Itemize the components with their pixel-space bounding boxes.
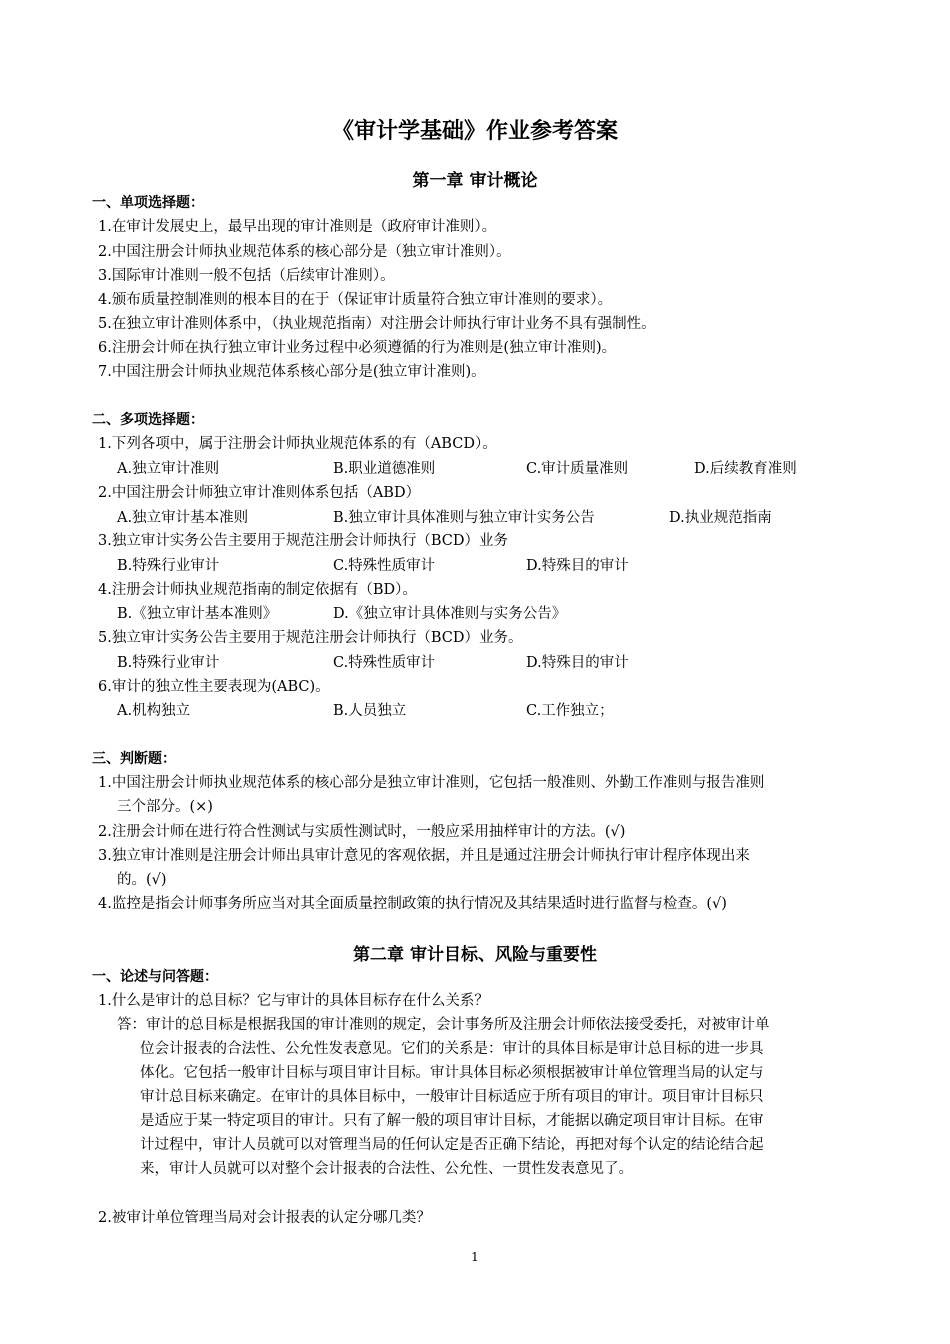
page-number: 1 [471,1250,479,1264]
single-choice-item-4: 4.颁布质量控制准则的根本目的在于（保证审计质量符合独立审计准则的要求）。 [98,292,613,308]
essay-answer-1-line-4: 审计总目标来确定。在审计的具体目标中，一般审计目标适应于所有项目的审计。项目审计目标只 [140,1089,764,1105]
document-title: 《审计学基础》作业参考答案 [331,119,618,144]
multi-choice-q1-option-b: B.职业道德准则 [333,461,436,477]
essay-answer-1-line-6: 计过程中，审计人员就可以对管理当局的任何认定是否正确下结论，再把对每个认定的结论结合起 [140,1137,764,1153]
essay-answer-1-line-7: 来，审计人员就可以对整个会计报表的合法性、公允性、一贯性发表意见了。 [140,1161,633,1177]
multi-choice-question-6: 6.审计的独立性主要表现为(ABC)。 [98,679,330,695]
single-choice-item-5: 5.在独立审计准则体系中，（执业规范指南）对注册会计师执行审计业务不具有强制性。 [98,316,656,332]
multi-choice-q6-option-b: B.人员独立 [333,703,407,719]
multi-choice-q4-option-b: B.《独立审计基本准则》 [117,606,278,622]
single-choice-item-3: 3.国际审计准则一般不包括（后续审计准则）。 [98,268,395,284]
section-heading-essay: 一、论述与问答题： [92,969,218,985]
multi-choice-question-2: 2.中国注册会计师独立审计准则体系包括（ABD） [98,485,421,501]
multi-choice-q5-option-c: C.特殊性质审计 [333,655,436,671]
essay-answer-1-line-5: 是适应于某一特定项目的审计。只有了解一般的项目审计目标，才能据以确定项目审计目标。在审 [140,1113,764,1129]
section-heading-multiple-choice: 二、多项选择题： [92,412,204,428]
true-false-item-3-cont: 的。(√) [117,872,167,888]
multi-choice-q6-option-c: C.工作独立； [526,703,614,719]
multi-choice-q6-option-a: A.机构独立 [117,703,191,719]
multi-choice-q2-option-d: D.执业规范指南 [669,510,772,526]
multi-choice-q4-option-d: D.《独立审计具体准则与实务公告》 [333,606,567,622]
single-choice-item-7: 7.中国注册会计师执业规范体系核心部分是(独立审计准则)。 [98,364,486,380]
multi-choice-question-3: 3.独立审计实务公告主要用于规范注册会计师执行（BCD）业务 [98,533,508,549]
essay-question-1: 1.什么是审计的总目标？它与审计的具体目标存在什么关系？ [98,993,489,1009]
true-false-item-1-cont: 三个部分。(×) [117,799,213,815]
single-choice-item-1: 1.在审计发展史上，最早出现的审计准则是（政府审计准则）。 [98,219,497,235]
multi-choice-q5-option-b: B.特殊行业审计 [117,655,220,671]
multi-choice-q3-option-c: C.特殊性质审计 [333,558,436,574]
true-false-item-2: 2.注册会计师在进行符合性测试与实质性测试时，一般应采用抽样审计的方法。(√) [98,824,626,840]
true-false-item-3: 3.独立审计准则是注册会计师出具审计意见的客观依据，并且是通过注册会计师执行审计程序体现出来 [98,848,750,864]
single-choice-item-2: 2.中国注册会计师执业规范体系的核心部分是（独立审计准则）。 [98,244,511,260]
chapter-1-heading: 第一章 审计概论 [412,171,538,191]
section-heading-true-false: 三、判断题： [92,751,176,767]
multi-choice-q2-option-a: A.独立审计基本准则 [117,510,249,526]
essay-answer-1-line-3: 体化。它包括一般审计目标与项目审计目标。审计具体目标必须根据被审计单位管理当局的认定与 [140,1065,764,1081]
multi-choice-q2-option-b: B.独立审计具体准则与独立审计实务公告 [333,510,595,526]
single-choice-item-6: 6.注册会计师在执行独立审计业务过程中必须遵循的行为准则是(独立审计准则)。 [98,340,617,356]
multi-choice-q3-option-b: B.特殊行业审计 [117,558,220,574]
multi-choice-question-5: 5.独立审计实务公告主要用于规范注册会计师执行（BCD）业务。 [98,630,523,646]
essay-question-2: 2.被审计单位管理当局对会计报表的认定分哪几类？ [98,1210,431,1226]
multi-choice-q1-option-a: A.独立审计准则 [117,461,220,477]
multi-choice-q1-option-d: D.后续教育准则 [694,461,797,477]
multi-choice-q5-option-d: D.特殊目的审计 [526,655,629,671]
essay-answer-1-line-1: 答：审计的总目标是根据我国的审计准则的规定，会计事务所及注册会计师依法接受委托，对被审计单 [117,1017,770,1033]
multi-choice-question-1: 1.下列各项中，属于注册会计师执业规范体系的有（ABCD）。 [98,436,497,452]
true-false-item-1: 1.中国注册会计师执业规范体系的核心部分是独立审计准则，它包括一般准则、外勤工作准则与报告准则 [98,775,765,791]
multi-choice-q3-option-d: D.特殊目的审计 [526,558,629,574]
chapter-2-heading: 第二章 审计目标、风险与重要性 [353,945,597,965]
true-false-item-4: 4.监控是指会计师事务所应当对其全面质量控制政策的执行情况及其结果适时进行监督与检查。(√) [98,896,727,912]
multi-choice-q1-option-c: C.审计质量准则 [526,461,629,477]
section-heading-single-choice: 一、单项选择题： [92,195,204,211]
multi-choice-question-4: 4.注册会计师执业规范指南的制定依据有（BD）。 [98,582,417,598]
essay-answer-1-line-2: 位会计报表的合法性、公允性发表意见。它们的关系是：审计的具体目标是审计总目标的进一步具 [140,1041,764,1057]
